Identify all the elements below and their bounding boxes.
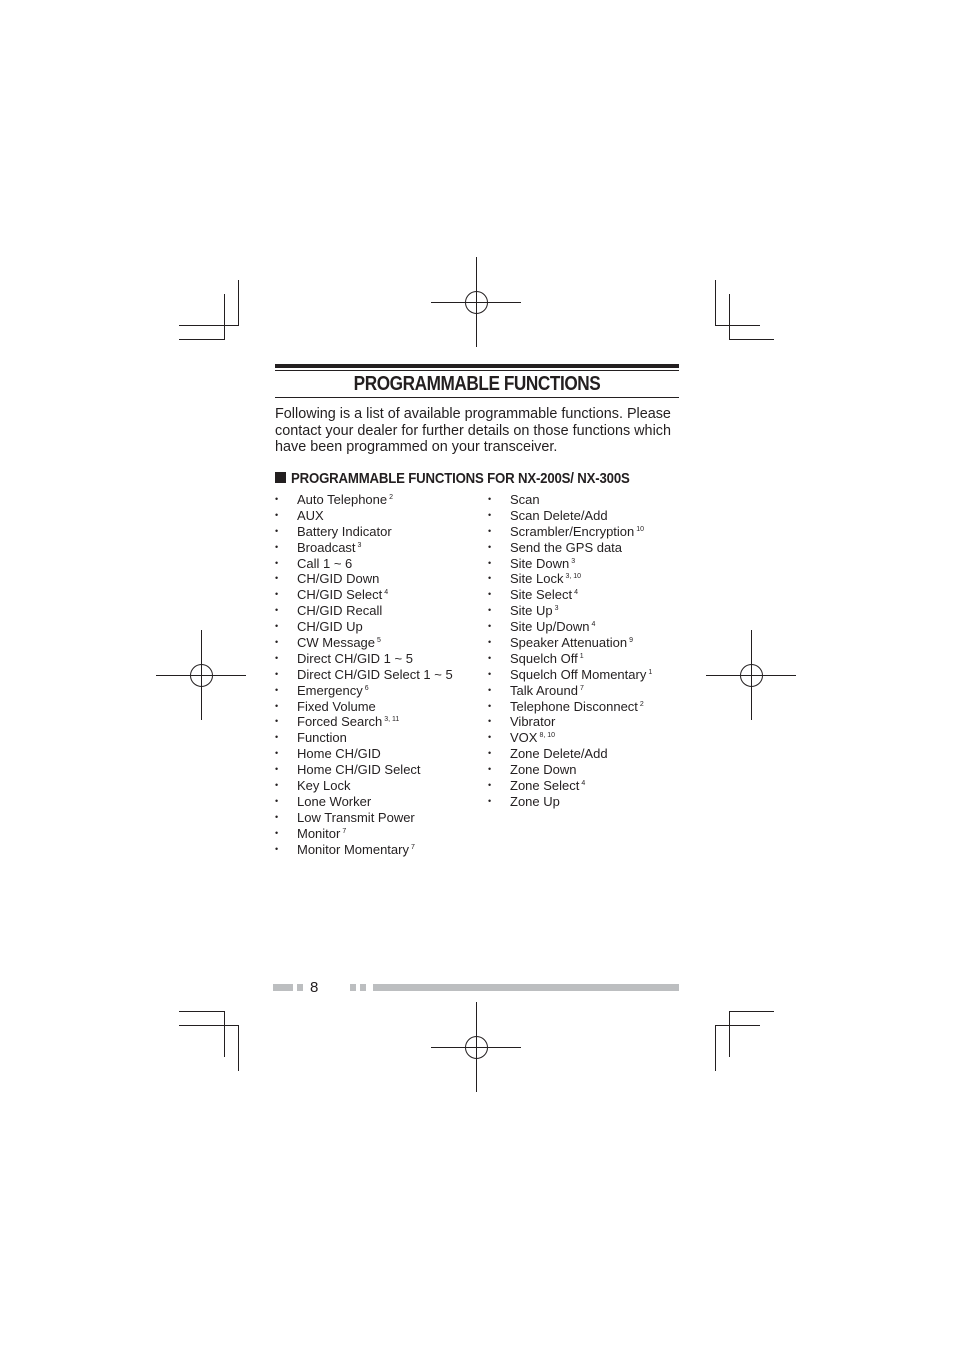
- function-list-item: [275, 540, 453, 556]
- bullet-icon: •: [488, 748, 492, 759]
- functions-list-left: [275, 492, 453, 857]
- function-list-item: [488, 667, 652, 683]
- bullet-icon: •: [488, 716, 492, 727]
- function-label: Zone Select: [510, 778, 580, 794]
- bullet-icon: •: [275, 605, 279, 616]
- function-label: Monitor Momentary: [297, 841, 409, 857]
- bullet-icon: •: [275, 637, 279, 648]
- function-label: Key Lock: [297, 778, 351, 794]
- bullet-icon: •: [275, 621, 279, 632]
- title-rule-thin: [275, 370, 679, 371]
- bullet-icon: •: [275, 557, 279, 568]
- crop-mark: [715, 1025, 760, 1026]
- bullet-icon: •: [275, 811, 279, 822]
- function-label: Battery Indicator: [297, 523, 392, 539]
- function-label: Monitor: [297, 825, 341, 841]
- bullet-icon: •: [275, 652, 279, 663]
- function-label: Send the GPS data: [510, 539, 623, 555]
- function-label: Squelch Off: [510, 650, 578, 666]
- function-list-item: [275, 826, 453, 842]
- function-label: Site Down: [510, 555, 570, 571]
- footnote-ref: 5: [377, 637, 381, 645]
- function-list-item: [488, 730, 652, 746]
- function-list-item: [488, 619, 652, 635]
- footnote-ref: 3, 10: [565, 573, 582, 581]
- function-label: CW Message: [297, 635, 376, 651]
- footnote-ref: 2: [639, 700, 644, 708]
- bullet-icon: •: [275, 795, 279, 806]
- bullet-icon: •: [275, 700, 279, 711]
- crop-mark: [729, 339, 774, 340]
- footnote-ref: 6: [364, 684, 369, 692]
- footnote-ref: 7: [410, 843, 415, 851]
- crop-mark: [729, 1011, 730, 1057]
- function-label: CH/GID Up: [297, 619, 363, 635]
- crop-mark: [179, 1011, 225, 1012]
- function-label: Lone Worker: [297, 793, 372, 809]
- bullet-icon: •: [488, 732, 492, 743]
- bullet-icon: •: [488, 637, 492, 648]
- bullet-icon: •: [488, 541, 492, 552]
- function-label: Squelch Off Momentary: [510, 666, 647, 682]
- page-title: PROGRAMMABLE FUNCTIONS: [353, 373, 601, 395]
- function-label: AUX: [297, 507, 324, 523]
- crop-mark: [715, 1025, 716, 1071]
- crop-mark: [238, 1025, 239, 1071]
- bullet-icon: •: [488, 621, 492, 632]
- function-label: Zone Up: [510, 793, 560, 809]
- function-list-item: [488, 603, 652, 619]
- function-list-item: [275, 842, 453, 858]
- bullet-icon: •: [275, 509, 279, 520]
- bullet-icon: •: [488, 557, 492, 568]
- footer-bar-segment: [297, 984, 303, 991]
- footnote-ref: 3: [554, 605, 559, 613]
- function-label: Home CH/GID Select: [297, 762, 421, 778]
- footnote-ref: 4: [581, 780, 586, 788]
- title-rule-bottom: [275, 397, 679, 398]
- square-bullet-icon: [275, 472, 286, 483]
- function-list-item: [488, 540, 652, 556]
- function-label: Forced Search: [297, 714, 383, 730]
- function-list-item: [488, 492, 652, 508]
- function-list-item: [488, 794, 652, 810]
- bullet-icon: •: [275, 573, 279, 584]
- function-label: Call 1 ~ 6: [297, 555, 353, 571]
- function-label: CH/GID Recall: [297, 603, 383, 619]
- function-list-item: [488, 762, 652, 778]
- function-list-item: [488, 746, 652, 762]
- bullet-icon: •: [275, 748, 279, 759]
- function-label: Scan: [510, 492, 540, 507]
- function-label: Scan Delete/Add: [510, 507, 608, 523]
- crop-mark: [238, 280, 239, 326]
- bullet-icon: •: [488, 509, 492, 520]
- function-label: Home CH/GID: [297, 746, 381, 762]
- footnote-ref: 3: [357, 541, 362, 549]
- footnote-ref: 4: [574, 589, 579, 597]
- bullet-icon: •: [275, 541, 279, 552]
- bullet-icon: •: [275, 732, 279, 743]
- footnote-ref: 2: [389, 494, 394, 501]
- function-list-item: [275, 667, 453, 683]
- function-list-item: [275, 810, 453, 826]
- function-list-item: [488, 508, 652, 524]
- footer-bar-segment: [350, 984, 356, 991]
- function-label: Direct CH/GID Select 1 ~ 5: [297, 666, 453, 682]
- bullet-icon: •: [488, 668, 492, 679]
- function-list-item: [275, 794, 453, 810]
- function-list-item: [488, 556, 652, 572]
- function-label: Telephone Disconnect: [510, 698, 638, 714]
- function-list-item: [488, 524, 652, 540]
- crop-mark: [715, 280, 716, 326]
- function-list-item: [275, 524, 453, 540]
- function-list-item: [488, 699, 652, 715]
- crop-mark: [179, 325, 239, 326]
- function-label: Vibrator: [510, 714, 556, 730]
- function-list-item: [488, 571, 652, 587]
- crop-mark: [729, 1011, 774, 1012]
- function-list-item: [275, 699, 453, 715]
- function-list-item: [275, 587, 453, 603]
- function-label: Zone Delete/Add: [510, 746, 608, 762]
- footnote-ref: 1: [579, 652, 584, 660]
- intro-paragraph: Following is a list of available programmable functions. Please contact your dealer for further details on those functions which have been programmed on your transceiver.: [275, 406, 671, 455]
- bullet-icon: •: [488, 652, 492, 663]
- bullet-icon: •: [275, 716, 279, 727]
- function-list-item: [275, 603, 453, 619]
- title-rule-thick: [275, 364, 679, 368]
- bullet-icon: •: [275, 684, 279, 695]
- bullet-icon: •: [488, 605, 492, 616]
- bullet-icon: •: [488, 700, 492, 711]
- bullet-icon: •: [488, 573, 492, 584]
- function-list-item: [275, 746, 453, 762]
- function-label: Direct CH/GID 1 ~ 5: [297, 650, 413, 666]
- function-list-item: [488, 635, 652, 651]
- function-list-item: [275, 492, 453, 508]
- bullet-icon: •: [488, 795, 492, 806]
- footnote-ref: 9: [629, 637, 633, 645]
- footnote-ref: 4: [591, 621, 596, 629]
- crop-mark: [179, 1025, 239, 1026]
- function-list-item: [275, 619, 453, 635]
- function-label: Function: [297, 730, 347, 746]
- registration-mark-icon: [431, 1002, 521, 1092]
- bullet-icon: •: [275, 764, 279, 775]
- footnote-ref: 7: [579, 684, 584, 692]
- function-list-item: [275, 556, 453, 572]
- bullet-icon: •: [488, 780, 492, 791]
- crop-mark: [179, 339, 225, 340]
- registration-mark-icon: [156, 630, 246, 720]
- function-label: Site Up: [510, 603, 553, 619]
- crop-mark: [729, 294, 730, 340]
- function-list-item: [275, 762, 453, 778]
- bullet-icon: •: [275, 589, 279, 600]
- footer-bar-segment: [360, 984, 366, 991]
- function-label: Zone Down: [510, 762, 577, 778]
- function-list-item: [275, 683, 453, 699]
- function-label: Site Select: [510, 587, 573, 603]
- function-label: CH/GID Down: [297, 571, 380, 587]
- bullet-icon: •: [488, 494, 492, 504]
- registration-mark-icon: [431, 257, 521, 347]
- function-label: Auto Telephone: [297, 492, 388, 507]
- function-list-item: [488, 587, 652, 603]
- section-heading: [275, 470, 695, 488]
- function-label: Emergency: [297, 682, 363, 698]
- bullet-icon: •: [275, 525, 279, 536]
- function-list-item: [488, 714, 652, 730]
- section-heading-text: PROGRAMMABLE FUNCTIONS FOR NX-200S/ NX-300S: [291, 470, 630, 487]
- bullet-icon: •: [275, 843, 279, 854]
- function-label: Low Transmit Power: [297, 809, 415, 825]
- function-list-item: [275, 508, 453, 524]
- function-label: Fixed Volume: [297, 698, 376, 714]
- function-label: Site Up/Down: [510, 619, 590, 635]
- bullet-icon: •: [488, 525, 492, 536]
- footnote-ref: 3, 11: [384, 716, 400, 724]
- bullet-icon: •: [275, 668, 279, 679]
- bullet-icon: •: [488, 589, 492, 600]
- page-number: 8: [310, 979, 319, 996]
- footnote-ref: 1: [648, 668, 653, 676]
- function-list-item: [488, 683, 652, 699]
- function-label: Scrambler/Encryption: [510, 523, 635, 539]
- function-list-item: [488, 778, 652, 794]
- function-label: Talk Around: [510, 682, 578, 698]
- bullet-icon: •: [488, 764, 492, 775]
- footnote-ref: 7: [342, 827, 347, 835]
- function-label: Broadcast: [297, 539, 356, 555]
- bullet-icon: •: [275, 827, 279, 838]
- crop-mark: [715, 325, 760, 326]
- bullet-icon: •: [275, 494, 279, 504]
- function-list-item: [275, 730, 453, 746]
- function-label: Site Lock: [510, 571, 564, 587]
- footnote-ref: 4: [384, 589, 389, 597]
- function-list-item: [488, 651, 652, 667]
- bullet-icon: •: [488, 684, 492, 695]
- function-label: Speaker Attenuation: [510, 635, 628, 651]
- footnote-ref: 10: [636, 525, 645, 533]
- registration-mark-icon: [706, 630, 796, 720]
- functions-list-right: [488, 492, 652, 810]
- footnote-ref: 3: [571, 557, 576, 565]
- crop-mark: [224, 294, 225, 340]
- footer-bar-segment: [273, 984, 293, 991]
- footer-bar-segment: [373, 984, 679, 991]
- function-list-item: [275, 778, 453, 794]
- function-list-item: [275, 651, 453, 667]
- crop-mark: [224, 1011, 225, 1057]
- function-list-item: [275, 714, 453, 730]
- function-list-item: [275, 635, 453, 651]
- function-label: VOX: [510, 730, 538, 746]
- bullet-icon: •: [275, 780, 279, 791]
- function-label: CH/GID Select: [297, 587, 383, 603]
- function-list-item: [275, 571, 453, 587]
- footnote-ref: 8, 10: [539, 732, 556, 740]
